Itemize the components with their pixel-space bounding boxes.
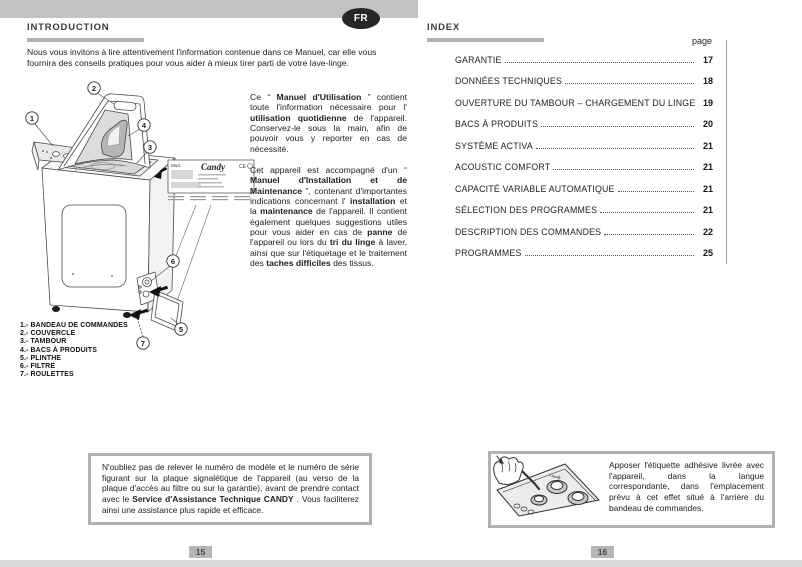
candy-logo: Candy: [201, 162, 226, 172]
index-underline: [427, 38, 544, 42]
plate-leader-line: [175, 205, 211, 307]
index-entry-label: ACOUSTIC COMFORT: [455, 162, 551, 173]
introduction-underline: [27, 38, 144, 42]
washing-machine-diagram: [15, 78, 260, 358]
dots-leader: [618, 191, 694, 192]
index-row: [455, 216, 713, 238]
dots-leader: [565, 83, 694, 84]
index-entry-page: 21: [702, 183, 713, 194]
index-row: [455, 44, 713, 66]
machine-foot: [52, 306, 60, 312]
usage-manual-paragraph: Ce “ Manuel d'Utilisation ” contient toute l'information nécessaire pour l' utilisation quotidienne de l'appareil. Conservez-le sous la main, afin de pouvoir vous y reporter en cas de nécessité.: [250, 92, 407, 154]
fr-language-badge: FR: [342, 8, 380, 29]
bottom-gray-bar: [0, 560, 802, 567]
callout-6-number: 6: [170, 257, 176, 266]
index-entry-label: DONNÉES TECHNIQUES: [455, 76, 563, 87]
dots-leader: [536, 148, 694, 149]
callout-4-number: 4: [141, 121, 147, 130]
index-entry-page: 17: [702, 54, 713, 65]
callout-3-number: 3: [147, 143, 153, 152]
index-entry-page: 21: [702, 205, 713, 216]
index-entry-page: 22: [702, 226, 713, 237]
parts-list-item: 7.- ROULETTES: [20, 371, 74, 379]
index-entry-label: GARANTIE: [455, 54, 502, 65]
dots-leader: [541, 126, 694, 127]
parts-list-item: 1.- BANDEAU DE COMMANDES: [20, 322, 128, 329]
index-row: [455, 173, 713, 195]
index-row: [455, 238, 713, 260]
index-entry-page: 21: [702, 140, 713, 151]
index-row: [455, 152, 713, 174]
parts-list-item: 3.- TAMBOUR: [20, 338, 67, 346]
lid-handle: [114, 101, 137, 111]
parts-list-item: 4.- BACS À PRODUITS: [20, 346, 97, 354]
dots-leader: [600, 212, 694, 213]
index-entry-label: DESCRIPTION DES COMMANDES: [455, 226, 602, 237]
label-instruction-box: [488, 451, 775, 528]
index-entry-label: CAPACITÉ VARIABLE AUTOMATIQUE: [455, 183, 615, 194]
parts-list-item: 6.- FILTRE: [20, 363, 56, 371]
index-row: [455, 109, 713, 131]
manual-description-column: [250, 92, 407, 280]
installation-manual-paragraph: Cet appareil est accompagné d'un “ Manuel d'Installation et de Maintenance ”, contenant d'importantes indications concernant l' installation et la maintenance de l'appareil. Il contient également quelques suggestions utiles pour vous aider en cas de panne de l'appareil ou lors du tri du linge à laver, ainsi que sur l'étiquetage et le traitement des taches difficiles des tissus.: [250, 165, 408, 269]
index-row: [455, 66, 713, 88]
label-instruction-text: Apposer l'étiquette adhésive livrée avec l'appareil, dans la langue correspondante, dans l'emplacement prévu à cet effet situé à l'arrière du bandeau de commandes.: [609, 460, 764, 513]
page-column-label: page: [691, 36, 712, 46]
plate-mod-label: Mod.: [171, 163, 182, 168]
page-number-right: 16: [591, 546, 614, 558]
index-entry-page: 20: [702, 119, 713, 130]
index-entry-label: OUVERTURE DU TAMBOUR – CHARGEMENT DU LINGE: [455, 97, 696, 108]
parts-list-item: 2.- COUVERCLE: [20, 330, 76, 338]
introduction-title: INTRODUCTION: [27, 22, 110, 33]
index-row: [455, 130, 713, 152]
index-entry-page: 21: [702, 162, 713, 173]
service-note-box: [88, 453, 372, 525]
callout-5-number: 5: [178, 325, 184, 334]
index-entry-page: 25: [702, 248, 713, 259]
dots-leader: [553, 169, 694, 170]
callout-1-number: 1: [29, 114, 35, 123]
index-entry-label: BACS À PRODUITS: [455, 119, 539, 130]
index-entry-page: 19: [702, 97, 713, 108]
service-note-text: N'oubliez pas de relever le numéro de modèle et le numéro de série figurant sur la plaque signalétique de l'appareil (au verso de la plaque d'accès au filtre ou sur la garantie), avant de prendre contact avec le Service d'Assistance Technique CANDY . Vous faciliterez ainsi une assistance plus rapide et efficace.: [102, 462, 359, 515]
ce-mark: CE: [239, 164, 246, 170]
label-application-illustration: [491, 454, 603, 518]
intro-paragraph: Nous vous invitons à lire attentivement l'information contenue dans ce Manuel, car elle vous fournira des conseils pratiques pour vous aider à mieux tirer parti de votre lave-linge.: [27, 47, 377, 68]
parts-list-item: 5.- PLINTHE: [20, 354, 62, 362]
open-lid: [58, 94, 153, 170]
index-title: INDEX: [427, 22, 461, 33]
plate-footnotes: [168, 196, 250, 200]
page-number-left: 15: [189, 546, 212, 558]
index-entry-label: SYSTÈME ACTIVA: [455, 140, 533, 151]
index-list: [455, 44, 713, 259]
dots-leader: [505, 62, 694, 63]
illustration-candy-logo: Candy: [548, 472, 562, 481]
index-row: [455, 87, 713, 109]
callout-7-number: 7: [140, 339, 146, 348]
index-entry-label: PROGRAMMES: [455, 248, 522, 259]
index-right-rule: [726, 40, 727, 264]
dots-leader: [525, 255, 694, 256]
parts-list: [20, 322, 128, 379]
index-entry-page: 18: [702, 76, 713, 87]
index-entry-label: SÉLECTION DES PROGRAMMES: [455, 205, 598, 216]
index-row: [455, 195, 713, 217]
callout-2-number: 2: [91, 84, 97, 93]
dots-leader: [604, 234, 694, 235]
